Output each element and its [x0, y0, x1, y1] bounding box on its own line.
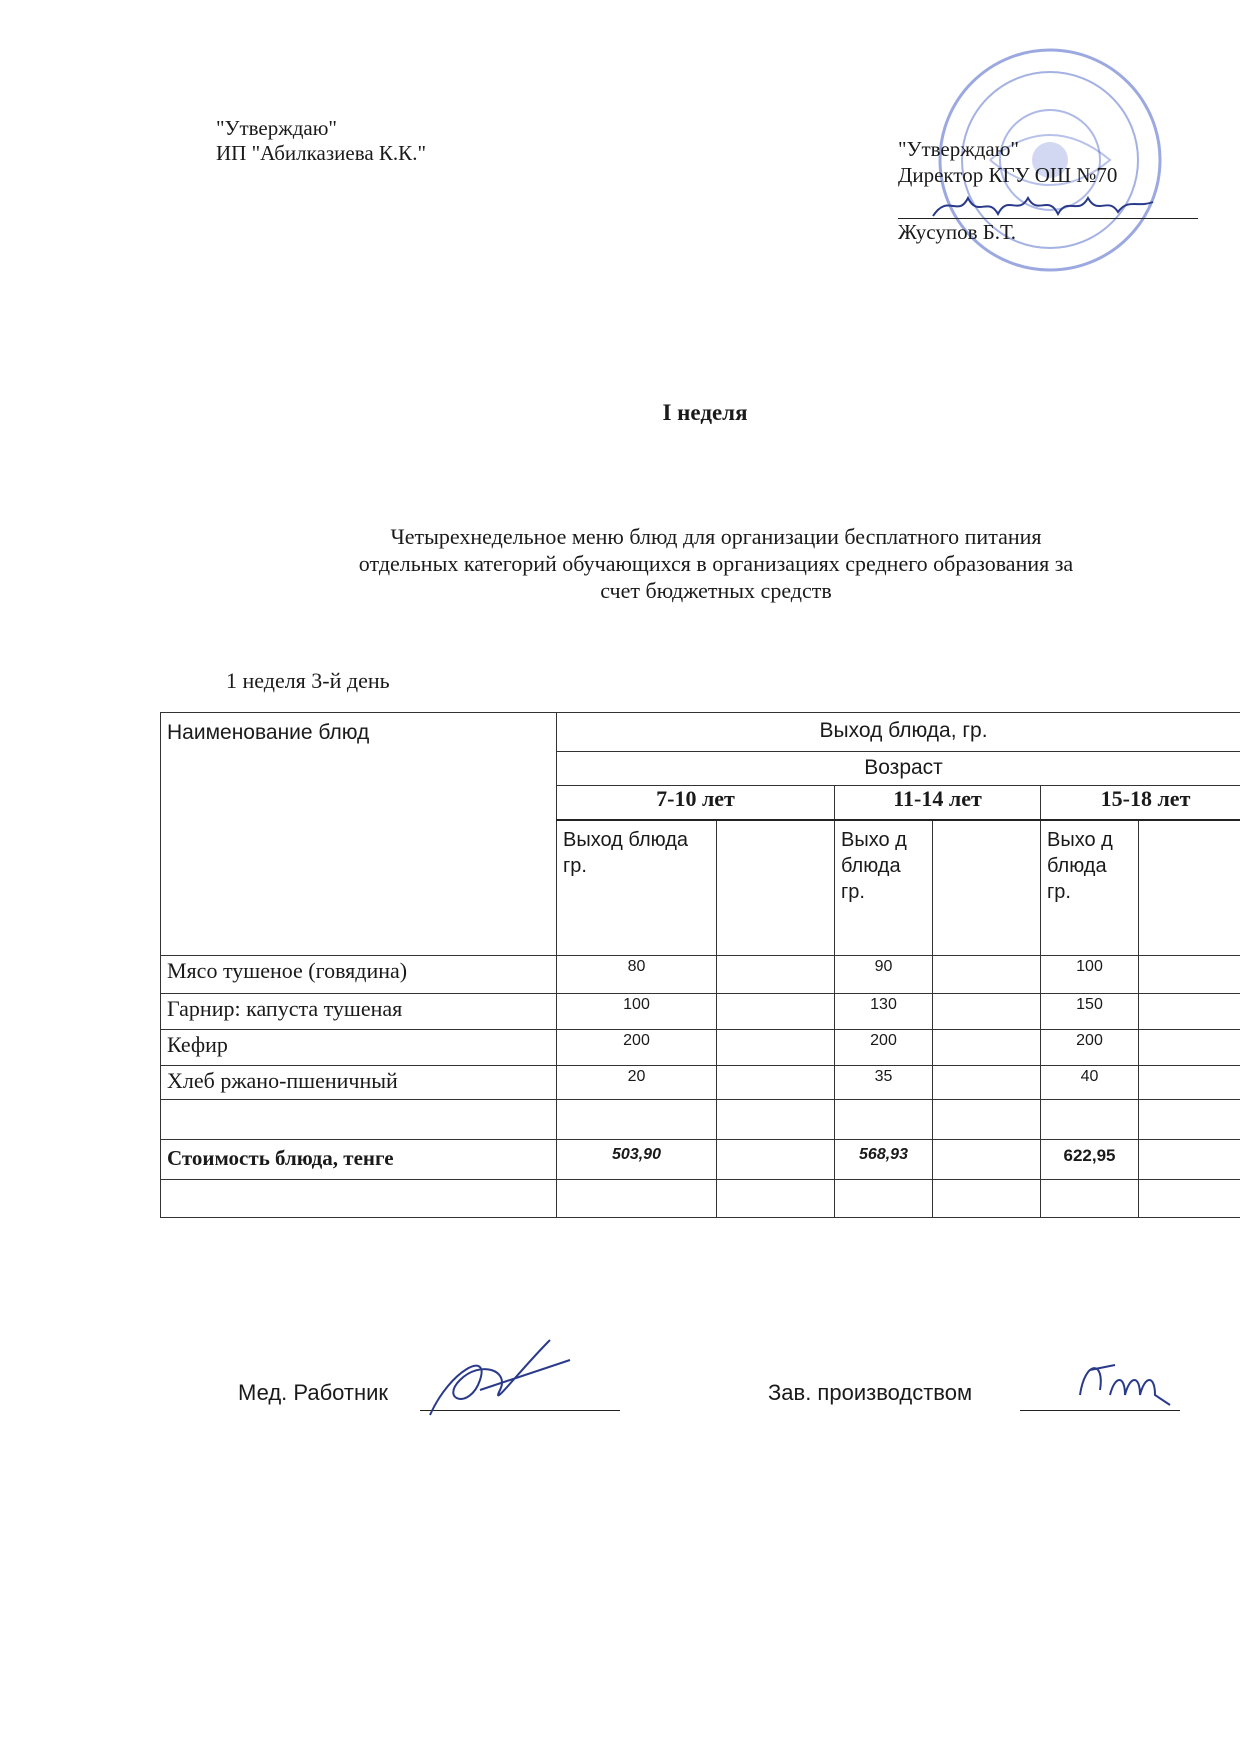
sub-output-7-10: Выход блюда гр. — [557, 820, 717, 956]
value-7-10: 100 — [557, 994, 717, 1030]
total-7-10: 503,90 — [557, 1140, 717, 1180]
week-title: I неделя — [662, 400, 748, 425]
value-15-18: 150 — [1041, 994, 1139, 1030]
empty-cell — [933, 1140, 1041, 1180]
heading-line-2: отдельных категорий обучающихся в организациях среднего образования за — [358, 551, 1074, 576]
empty-cell — [1139, 1100, 1240, 1140]
value-7-10: 200 — [557, 1030, 717, 1066]
empty-cell — [717, 1030, 835, 1066]
dish-name: Кефир — [161, 1030, 557, 1066]
empty-cell — [161, 1100, 557, 1140]
value-7-10: 80 — [557, 956, 717, 994]
empty-cell — [717, 1140, 835, 1180]
empty-cell — [933, 994, 1041, 1030]
production-head-label: Зав. производством — [768, 1380, 973, 1405]
age-11-14: 11-14 лет — [835, 786, 1041, 820]
empty-cell — [717, 1180, 835, 1218]
director-signature — [928, 188, 1158, 222]
sub-output-15-18: Выхо д блюда гр. — [1041, 820, 1139, 956]
header-age: Возраст — [557, 752, 1240, 786]
empty-cell — [1041, 1100, 1139, 1140]
empty-cell — [717, 1066, 835, 1100]
value-15-18: 100 — [1041, 956, 1139, 994]
table-row-empty — [161, 1100, 1240, 1140]
sub-empty-3 — [1139, 820, 1240, 956]
header-dish-name: Наименование блюд — [161, 713, 557, 956]
med-signature — [420, 1330, 590, 1430]
table-row — [161, 1066, 1240, 1100]
empty-cell — [1139, 1140, 1240, 1180]
day-title: 1 неделя 3-й день — [226, 668, 390, 693]
sub-empty-2 — [933, 820, 1041, 956]
empty-cell — [1139, 1180, 1240, 1218]
header-output: Выход блюда, гр. — [557, 713, 1240, 752]
menu-table — [160, 712, 1240, 1218]
empty-cell — [1139, 1066, 1240, 1100]
empty-cell — [717, 1100, 835, 1140]
table-row — [161, 994, 1240, 1030]
approval-left-title: "Утверждаю" — [216, 116, 338, 140]
value-11-14: 90 — [835, 956, 933, 994]
approval-left-org: ИП "Абилказиева К.К." — [216, 141, 427, 165]
med-worker-label: Мед. Работник — [238, 1380, 389, 1405]
sub-empty-1 — [717, 820, 835, 956]
value-11-14: 130 — [835, 994, 933, 1030]
empty-cell — [835, 1100, 933, 1140]
value-11-14: 35 — [835, 1066, 933, 1100]
empty-cell — [933, 1030, 1041, 1066]
approval-left — [216, 116, 426, 166]
table-row-empty — [161, 1180, 1240, 1218]
empty-cell — [557, 1180, 717, 1218]
empty-cell — [1139, 1030, 1240, 1066]
approval-right-position: Директор КГУ ОШ №70 — [898, 163, 1118, 187]
menu-heading — [236, 523, 1196, 604]
empty-cell — [557, 1100, 717, 1140]
total-15-18: 622,95 — [1041, 1140, 1139, 1180]
empty-cell — [717, 956, 835, 994]
empty-cell — [1139, 994, 1240, 1030]
prod-signature — [1070, 1350, 1180, 1410]
approval-right-title: "Утверждаю" — [898, 137, 1020, 161]
total-row — [161, 1140, 1240, 1180]
age-15-18: 15-18 лет — [1041, 786, 1240, 820]
director-signature-line — [898, 188, 1198, 219]
value-7-10: 20 — [557, 1066, 717, 1100]
empty-cell — [161, 1180, 557, 1218]
value-11-14: 200 — [835, 1030, 933, 1066]
dish-name: Хлеб ржано-пшеничный — [161, 1066, 557, 1100]
sub-output-11-14: Выхо д блюда гр. — [835, 820, 933, 956]
empty-cell — [1041, 1180, 1139, 1218]
empty-cell — [933, 1066, 1041, 1100]
empty-cell — [835, 1180, 933, 1218]
heading-line-1: Четырехнедельное меню блюд для организации бесплатного питания — [390, 524, 1042, 549]
empty-cell — [717, 994, 835, 1030]
empty-cell — [933, 956, 1041, 994]
dish-name: Гарнир: капуста тушеная — [161, 994, 557, 1030]
value-15-18: 200 — [1041, 1030, 1139, 1066]
empty-cell — [933, 1100, 1041, 1140]
table-row — [161, 1030, 1240, 1066]
approval-right — [898, 136, 1198, 245]
prod-signature-line — [1020, 1410, 1180, 1411]
empty-cell — [1139, 956, 1240, 994]
total-11-14: 568,93 — [835, 1140, 933, 1180]
age-7-10: 7-10 лет — [557, 786, 835, 820]
value-15-18: 40 — [1041, 1066, 1139, 1100]
heading-line-3: счет бюджетных средств — [600, 578, 832, 603]
dish-name: Мясо тушеное (говядина) — [161, 956, 557, 994]
director-name: Жусупов Б.Т. — [898, 220, 1017, 244]
total-label: Стоимость блюда, тенге — [161, 1140, 557, 1180]
table-row — [161, 956, 1240, 994]
empty-cell — [933, 1180, 1041, 1218]
